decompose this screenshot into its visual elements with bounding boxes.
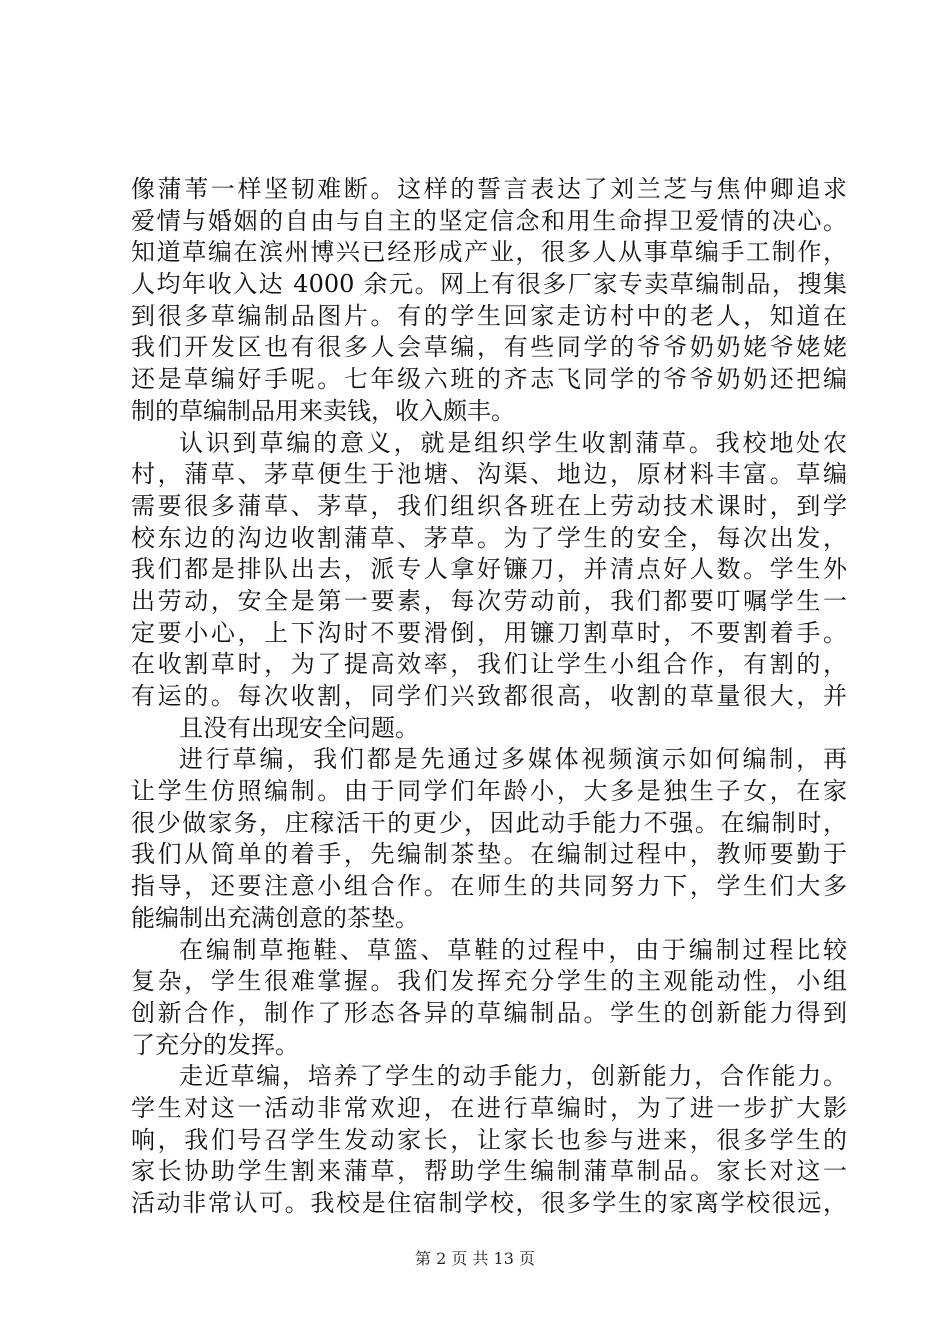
text-line: 需要很多蒲草、茅草，我们组织各班在上劳动技术课时，到学: [131, 491, 847, 520]
text-line: 让学生仿照编制。由于同学们年龄小，大多是独生子女，在家: [131, 777, 847, 806]
text-line: 响，我们号召学生发动家长，让家长也参与进来，很多学生的: [131, 1125, 847, 1154]
text-line: 指导，还要注意小组合作。在师生的共同努力下，学生们大多: [131, 872, 847, 901]
text-line: 我们都是排队出去，派专人拿好镰刀，并清点好人数。学生外: [131, 555, 847, 584]
text-line: 活动非常认可。我校是住宿制学校，很多学生的家离学校很远，: [131, 1189, 847, 1217]
text-line: 我们从简单的着手，先编制茶垫。在编制过程中，教师要勤于: [131, 840, 847, 869]
text-line: 很少做家务，庄稼活干的更少，因此动手能力不强。在编制时，: [131, 808, 847, 837]
text-line: 能编制出充满创意的茶垫。: [131, 903, 419, 932]
page-footer: 第 2 页 共 13 页: [415, 1249, 535, 1268]
text-line: 知道草编在滨州博兴已经形成产业，很多人从事草编手工制作，: [131, 238, 847, 267]
text-line: 且没有出现安全问题。: [179, 713, 419, 742]
text-line: 家长协助学生割来蒲草，帮助学生编制蒲草制品。家长对这一: [131, 1157, 847, 1186]
paragraph-first-line: 进行草编，我们都是先通过多媒体视频演示如何编制，再: [179, 745, 847, 774]
text-line: 人均年收入达 4000 余元。网上有很多厂家专卖草编制品，搜集: [131, 270, 847, 299]
text-line: 复杂，学生很难掌握。我们发挥充分学生的主观能动性，小组: [131, 967, 847, 996]
text-line: 还是草编好手呢。七年级六班的齐志飞同学的爷爷奶奶还把编: [131, 365, 847, 394]
paragraph-first-line: 在编制草拖鞋、草篮、草鞋的过程中，由于编制过程比较: [179, 935, 847, 964]
document-body: [131, 174, 847, 1220]
text-line: 村，蒲草、茅草便生于池塘、沟渠、地边，原材料丰富。草编: [131, 460, 847, 489]
text-line: 定要小心，上下沟时不要滑倒，用镰刀割草时，不要割着手。: [131, 618, 847, 647]
paragraph-first-line: 认识到草编的意义，就是组织学生收割蒲草。我校地处农: [179, 428, 847, 457]
text-line: 我们开发区也有很多人会草编，有些同学的爷爷奶奶姥爷姥姥: [131, 333, 847, 362]
text-line: 有运的。每次收割，同学们兴致都很高，收割的草量很大，并: [131, 682, 847, 710]
text-line: 出劳动，安全是第一要素，每次劳动前，我们都要叮嘱学生一: [131, 586, 847, 615]
text-line: 学生对这一活动非常欢迎，在进行草编时，为了进一步扩大影: [131, 1093, 847, 1122]
text-line: 了充分的发挥。: [131, 1030, 299, 1059]
text-line: 爱情与婚姻的自由与自主的坚定信念和用生命捍卫爱情的决心。: [131, 206, 847, 235]
text-line: 在收割草时，为了提高效率，我们让学生小组合作，有割的，: [131, 650, 847, 679]
text-line: 像蒲苇一样坚韧难断。这样的誓言表达了刘兰芝与焦仲卿追求: [131, 175, 847, 203]
paragraph-first-line: 走近草编，培养了学生的动手能力，创新能力，合作能力。: [179, 1062, 847, 1091]
text-line: 创新合作，制作了形态各异的草编制品。学生的创新能力得到: [131, 998, 847, 1027]
text-line: 校东边的沟边收割蒲草、茅草。为了学生的安全，每次出发，: [131, 523, 847, 552]
text-line: 制的草编制品用来卖钱，收入颇丰。: [131, 396, 515, 425]
text-line: 到很多草编制品图片。有的学生回家走访村中的老人，知道在: [131, 301, 847, 330]
